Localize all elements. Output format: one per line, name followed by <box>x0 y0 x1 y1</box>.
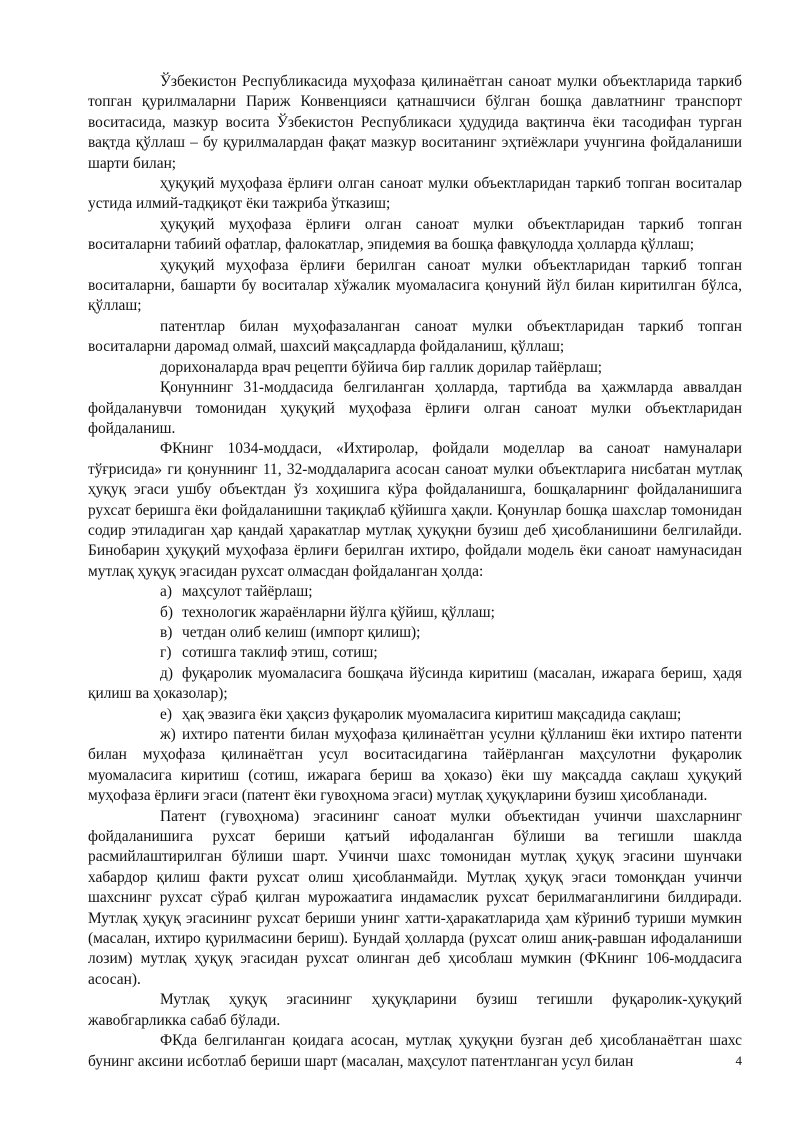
paragraph-research: ҳуқуқий муҳофаза ёрлиғи олган саноат мулки объектларидан таркиб топган воситалар устида илмий-тадқиқот ёки тажриба ўтказиш; <box>88 175 742 213</box>
paragraph-prior-user: Қонуннинг 31-моддасида белгиланган ҳолларда, тартибда ва ҳажмларда аввалдан фойдаланувчи томонидан ҳуқуқий муҳофаза ёрлиғи олган саноат мулки объектларидан фойдаланиш. <box>88 379 742 437</box>
paragraph-permission: Патент (гувоҳнома) эгасининг саноат мулки объектидан учинчи шахсларнинг фойдаланишига рухсат бериши қатъий ифодаланган бўлиши ва тегишли шаклда расмийлаштирилган бўлиши шарт. Учинчи шахс томонидан мутлақ ҳуқуқ эгасини шунчаки хабардор қилиш факти рухсат олиш ҳисобланмайди. Мутлақ ҳуқуқ эгаси томонқдан учинчи шахснинг рухсат сўраб қилган мурожаатига индамаслик рухсат берилмаганлигини билдиради. Мутлақ ҳуқуқ эгасининг рухсат бериши унинг хатти-ҳаракатларида ҳам кўриниб туриши мумкин (масалан, ихтиро қурилмасини бериш). Бундай ҳолларда (рухсат олиш аниқ-равшан ифодаланиши лозим) мутлақ ҳуқуқ эгасидан рухсат олинган деб ҳисоблаш мумкин (ФКнинг 106-моддасига асосан). <box>88 807 742 988</box>
list-text: маҳсулот тайёрлаш; <box>182 583 313 601</box>
paragraph-burden-of-proof: ФКда белгиланган қоидага асосан, мутлақ ҳуқуқни бузган деб ҳисобланаётган шахс бунинг аксини исботлаб бериши шарт (масалан, маҳсулот патентланган усул билан <box>88 1032 742 1070</box>
list-text: четдан олиб келиш (импорт қилиш); <box>182 623 421 641</box>
list-item <box>88 664 742 705</box>
list-text: технологик жараёнларни йўлга қўйиш, қўллаш; <box>182 603 495 621</box>
paragraph-lawful-circulation: ҳуқуқий муҳофаза ёрлиғи берилган саноат мулки объектларидан таркиб топган воситаларни, башарти бу воситалар хўжалик муомаласига қонуний йўл билан киритилган бўлса, қўллаш; <box>88 256 742 315</box>
list-text: ихтиро патенти билан муҳофаза қилинаётган усулни қўлланиш ёки ихтиро патенти билан муҳофаза қилинаётган усул воситасидагина тайёрланган маҳсулотни фуқаролик муомаласига киритиш (сотиш, ижарага бериш ва ҳоказо) ёки шу мақсадда сақлаш ҳуқуқий муҳофаза ёрлиғи эгаси (патент ёки гувоҳнома эгаси) мутлақ ҳуқуқларини бузиш ҳисобланади. <box>88 726 742 805</box>
list-item <box>88 705 742 725</box>
list-marker: д) <box>160 664 173 682</box>
paragraph-pharmacy: дорихоналарда врач рецепти бўйича бир галлик дорилар тайёрлаш; <box>160 358 603 376</box>
list-marker: г) <box>160 644 172 662</box>
paragraph-transport-vehicle: Ўзбекистон Республикасида муҳофаза қилинаётган саноат мулки объектларида таркиб топган қурилмаларни Париж Конвенцияси қатнашчиси бўлган бошқа давлатнинг транспорт воситасида, мазкур восита Ўзбекистон Республикаси ҳудудида вақтинча ёки тасодифан турган вақтда қўллаш – бу қурилмалардан фақат мазкур воситанинг эҳтиёжлари учунгина фойдаланиши шарти билан; <box>88 73 742 172</box>
list-item <box>88 603 742 623</box>
paragraph-liability: Мутлақ ҳуқуқ эгасининг ҳуқуқларини бузиш тегишли фуқаролик-ҳуқуқий жавобгарликка сабаб бўлади. <box>88 991 742 1029</box>
paragraph-article-1034: ФКнинг 1034-моддаси, «Ихтиролар, фойдали моделлар ва саноат намуналари тўғрисида» ги қонуннинг 11, 32-моддаларига асосан саноат мулки объектларига нисбатан мутлақ ҳуқуқ эгаси ушбу объектдан ўз хоҳишига кўра фойдаланишга, бошқаларнинг фойдаланишига рухсат беришга ёки фойдаланишни тақиқлаб қўйишга ҳақли. Қонунлар бошқа шахслар томонидан содир этиладиган ҳар қандай ҳаракатлар мутлақ ҳуқуқни бузиш деб ҳисобланишини белгилайди. Бинобарин ҳуқуқий муҳофаза ёрлиғи берилган ихтиро, фойдали модель ёки саноат намунасидан мутлақ ҳуқуқ эгасидан рухсат олмасдан фойдаланган ҳолда: <box>88 440 742 580</box>
list-item <box>88 582 742 602</box>
list-marker: е) <box>160 705 172 723</box>
page-content <box>88 72 742 1072</box>
list-text: сотишга таклиф этиш, сотиш; <box>182 644 378 662</box>
list-item <box>88 725 742 807</box>
page-number: 4 <box>735 1053 742 1068</box>
paragraph-personal-use: патентлар билан муҳофазаланган саноат мулки объектларидан таркиб топган воситаларни даромад олмай, шахсий мақсадларда фойдаланиш, қўллаш; <box>88 317 742 356</box>
list-marker: ж) <box>160 726 176 743</box>
list-item <box>88 623 742 643</box>
list-marker: в) <box>160 623 173 641</box>
list-text: ҳақ эвазига ёки ҳақсиз фуқаролик муомаласига киритиш мақсадида сақлаш; <box>182 705 682 723</box>
list-marker: а) <box>160 583 172 601</box>
list-item <box>88 643 742 663</box>
list-marker: б) <box>160 603 173 621</box>
paragraph-disasters: ҳуқуқий муҳофаза ёрлиғи олган саноат мулки объектларидан таркиб топган воситаларни табиий офатлар, фалокатлар, эпидемия ва бошқа фавқулодда ҳолларда қўллаш; <box>88 215 742 254</box>
list-text: фуқаролик муомаласига бошқача йўсинда киритиш (масалан, ижарага бериш, ҳадя қилиш ва ҳоказолар); <box>88 664 742 703</box>
